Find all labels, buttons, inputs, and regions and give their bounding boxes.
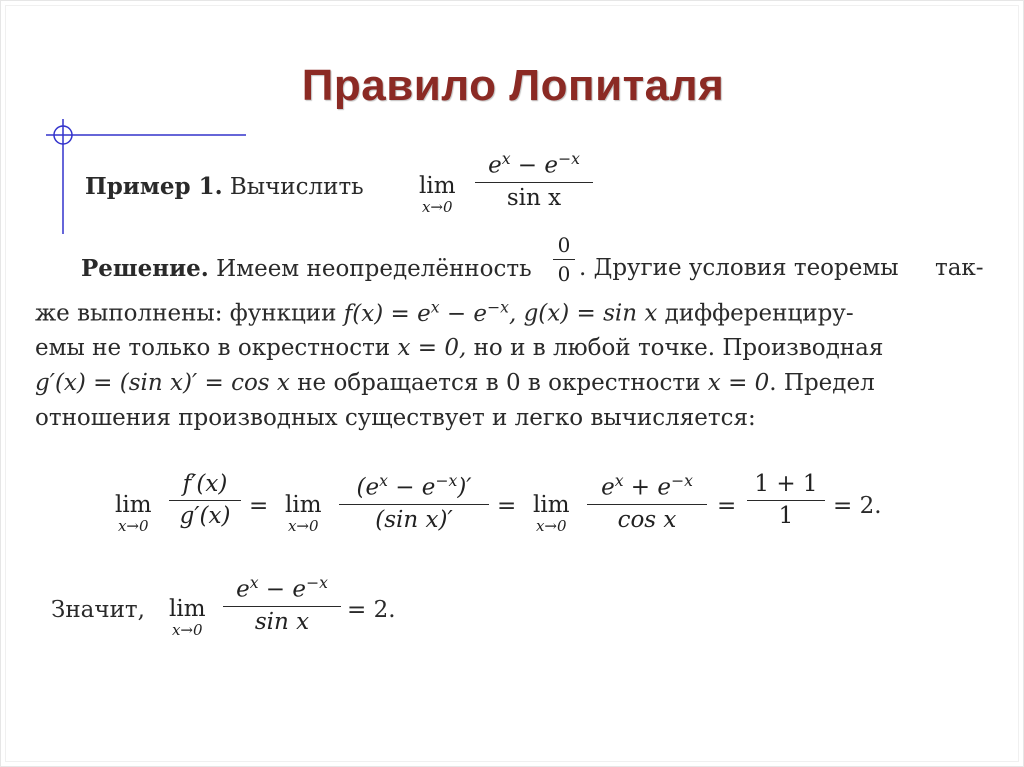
- fraction-denominator: sin x: [223, 606, 341, 634]
- solution-text: не обращается в 0 в окрестности: [297, 370, 701, 396]
- g-definition: g(x) = sin x: [523, 300, 658, 327]
- solution-text-1b: . Другие условия теоремы: [579, 255, 899, 281]
- solution-text: но и в любой точке. Производная: [473, 335, 884, 361]
- slide-title: Правило Лопиталя: [301, 61, 725, 110]
- equals-sign: =: [717, 493, 737, 519]
- fraction-numerator: $e^x - e^{-x}$: [236, 573, 328, 603]
- solution-label: Решение.: [81, 255, 209, 282]
- solution-text: емы не только в окрестности: [35, 335, 391, 361]
- lim-word: lim: [285, 492, 322, 518]
- result-value: = 2.: [833, 493, 882, 519]
- lim-subscript: x→0: [171, 621, 203, 639]
- solution-line-3: [35, 337, 883, 360]
- example-limit: [419, 175, 456, 215]
- g-prime-expression: g′(x) = (sin x)′ = cos x: [35, 370, 290, 396]
- example-text: Вычислить: [229, 174, 364, 200]
- lim-subscript: x→0: [287, 517, 319, 535]
- fraction-denominator: sin x: [475, 182, 593, 210]
- solution-line-5: отношения производных существует и легко вычисляется:: [35, 405, 756, 431]
- lim-word: lim: [419, 173, 456, 199]
- example-line: [85, 175, 364, 199]
- solution-text: дифференциру-: [664, 300, 854, 327]
- fraction-numerator: f′(x): [182, 471, 228, 497]
- lim-word: lim: [533, 492, 570, 518]
- conclusion-fraction: [223, 575, 341, 634]
- f-definition: $f(x) = e^x - e^{-x}$,: [343, 297, 517, 327]
- fraction-denominator: cos x: [587, 504, 707, 532]
- lim-subscript: x→0: [421, 198, 453, 216]
- fraction-denominator: (sin x)′: [339, 504, 489, 532]
- solution-text: . Предел: [769, 370, 875, 396]
- zero-denominator: 0: [553, 259, 575, 284]
- eq-fraction-4: [747, 473, 825, 528]
- eq-limit-2: [285, 494, 322, 534]
- example-fraction: [475, 151, 593, 210]
- lim-word: lim: [169, 596, 206, 622]
- fraction-denominator: 1: [747, 500, 825, 528]
- fraction-numerator: $(e^x - e^{-x})'$: [356, 471, 472, 501]
- eq-fraction-1: [169, 473, 241, 528]
- eq-limit-3: [533, 494, 570, 534]
- conclusion-limit: [169, 598, 206, 638]
- solution-text-1c: так-: [935, 255, 984, 281]
- example-label: Пример 1.: [85, 173, 223, 200]
- fraction-numerator: $e^x - e^{-x}$: [488, 149, 580, 179]
- lim-subscript: x→0: [117, 517, 149, 535]
- solution-text: Имеем неопределённость: [216, 256, 532, 282]
- equals-sign: =: [249, 493, 269, 519]
- equals-sign: =: [497, 493, 517, 519]
- solution-line-2: [35, 299, 854, 326]
- lim-subscript: x→0: [535, 517, 567, 535]
- x-equals-zero: x = 0,: [397, 335, 467, 361]
- solution-text: же выполнены: функции: [35, 300, 337, 327]
- solution-line-4: [35, 372, 875, 395]
- fraction-numerator: 1 + 1: [754, 471, 818, 497]
- eq-fraction-2: [339, 473, 489, 532]
- fraction-denominator: g′(x): [169, 500, 241, 528]
- lim-word: lim: [115, 492, 152, 518]
- zero-numerator: 0: [557, 233, 571, 257]
- eq-limit-1: [115, 494, 152, 534]
- indeterminate-fraction: [553, 235, 575, 284]
- solution-line-1: [81, 257, 532, 281]
- fraction-numerator: $e^x + e^{-x}$: [601, 471, 693, 501]
- x-equals-zero: x = 0: [707, 370, 770, 396]
- eq-fraction-3: [587, 473, 707, 532]
- result-value: = 2.: [347, 597, 396, 623]
- conclusion-label: Значит,: [51, 597, 145, 623]
